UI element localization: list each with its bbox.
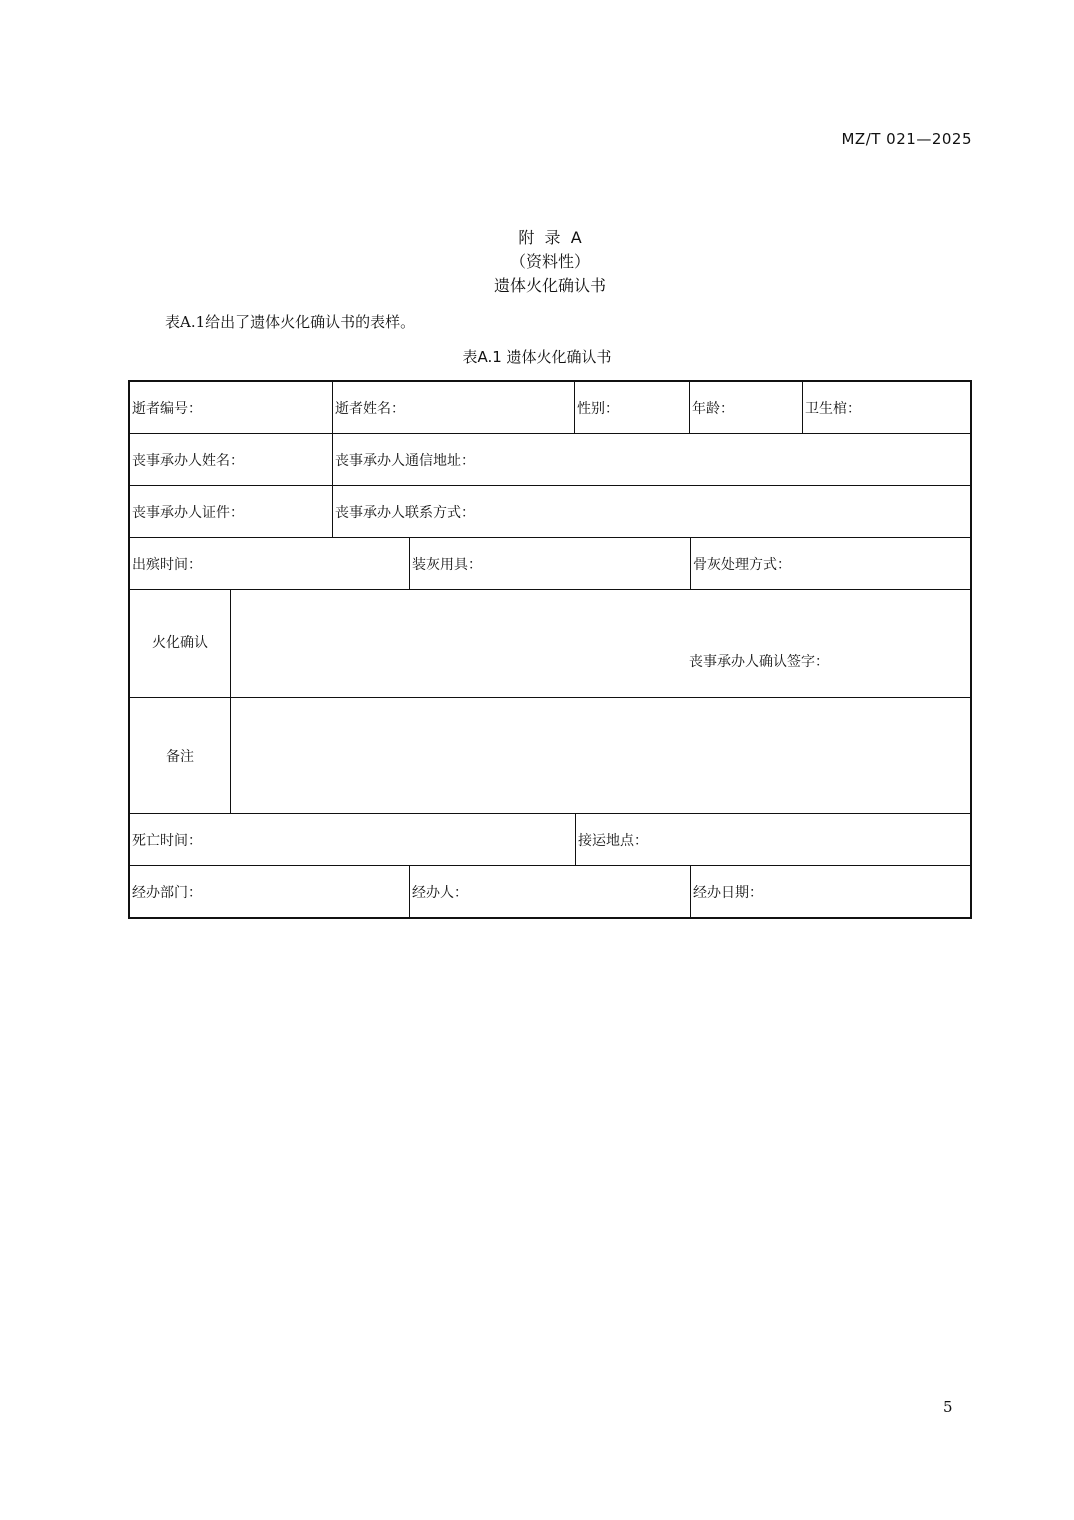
handling-date-field: 经办日期：	[693, 884, 763, 901]
ash-disposal-field: 骨灰处理方式：	[693, 556, 791, 573]
row-divider	[130, 697, 970, 698]
age-field: 年龄：	[692, 400, 734, 417]
gender-field: 性别：	[577, 400, 619, 417]
appendix-nature: （资料性）	[509, 252, 590, 271]
handler-address-field: 丧事承办人通信地址：	[335, 452, 475, 469]
handler-contact-field: 丧事承办人联系方式：	[335, 504, 475, 521]
appendix-heading	[0, 226, 1074, 298]
handler-id-document-field: 丧事承办人证件：	[132, 504, 244, 521]
table-caption: 表A.1 遗体火化确认书	[462, 348, 612, 366]
standard-code: MZ/T 021—2025	[841, 130, 972, 148]
intro-paragraph: 表A.1给出了遗体火化确认书的表样。	[165, 313, 416, 331]
appendix-name: 遗体火化确认书	[493, 276, 606, 295]
cremation-confirmation-form	[128, 380, 972, 919]
cremation-confirm-label: 火化确认	[152, 634, 208, 651]
col-divider	[230, 589, 231, 813]
deceased-id-field: 逝者编号：	[132, 400, 202, 417]
page-number: 5	[943, 1398, 953, 1416]
remarks-label: 备注	[166, 748, 194, 765]
department-field: 经办部门：	[132, 884, 202, 901]
handler-signature-label: 丧事承办人确认签字：	[689, 654, 829, 670]
handler-name-field: 丧事承办人姓名：	[132, 452, 244, 469]
pickup-location-field: 接运地点：	[578, 832, 648, 849]
coffin-field: 卫生棺：	[805, 400, 861, 417]
death-time-field: 死亡时间：	[132, 832, 202, 849]
appendix-title: 附 录 A	[518, 228, 582, 247]
row-divider	[130, 589, 970, 590]
operator-field: 经办人：	[412, 884, 468, 901]
deceased-name-field: 逝者姓名：	[335, 400, 405, 417]
ash-container-field: 装灰用具：	[412, 556, 482, 573]
funeral-time-field: 出殡时间：	[132, 556, 202, 573]
